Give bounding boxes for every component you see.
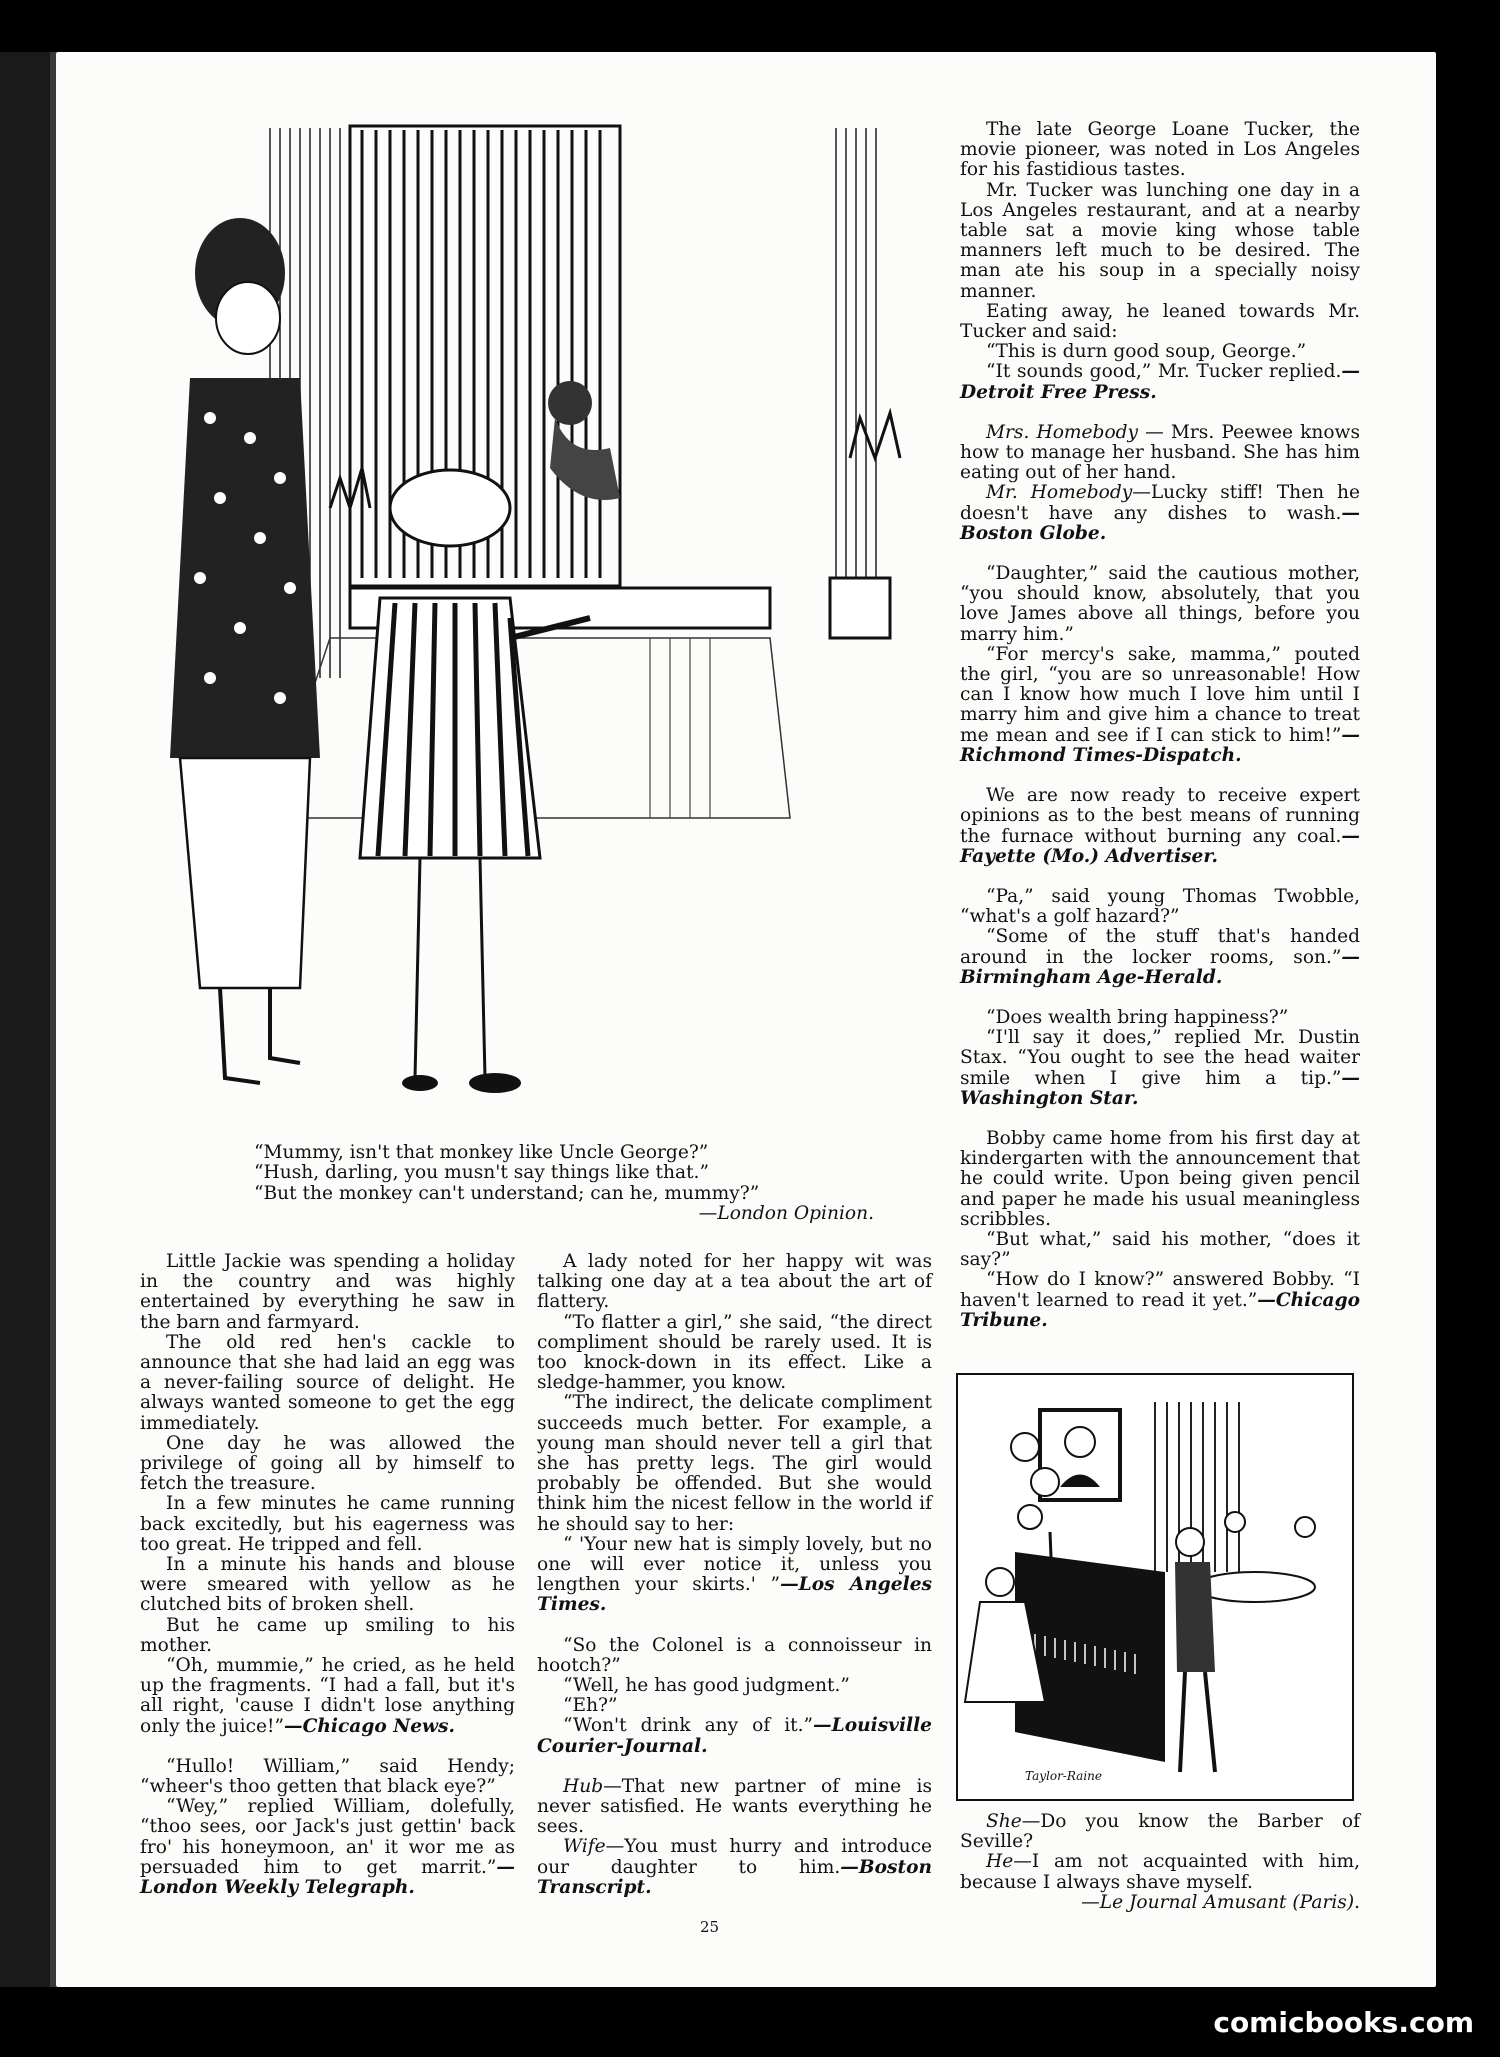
- furnace-source: —Fayette (Mo.) Advertiser.: [960, 825, 1360, 867]
- colonel-line: “So the Colonel is a connoisseur in hootch?”: [537, 1634, 932, 1676]
- bottom-illustration-caption: [960, 1812, 1360, 1913]
- flattery-paragraph: “The indirect, the delicate compliment succeeds much better. For example, a young man should never tell a girl that she has pretty legs. The girl would probably be offended. But she would think him the nicest fellow in the world if he should say to her:: [537, 1392, 932, 1535]
- homebody2-text: —Lucky stiff! Then he doesn't have any dishes to wash.: [960, 482, 1360, 524]
- flattery-quote: “ 'Your new hat is simply lovely, but no one will ever notice it, unless you lengthen your skirts.' ”: [537, 1533, 932, 1596]
- jackie-paragraph: Little Jackie was spending a holiday in the country and was highly entertained by everything he saw in the barn and farmyard.: [140, 1251, 515, 1333]
- bobby-paragraph: Bobby came home from his first day at kindergarten with the announcement that he could write. Upon being given pencil and paper he made his usual meaningless scribbles.: [960, 1127, 1360, 1230]
- daughter-quote: “For mercy's sake, mamma,” pouted the girl, “you are so unreasonable! How can I know how much I love him until I marry him and give him a chance to treat me mean and see if I can stick to him!”: [960, 643, 1360, 746]
- monkey-cage-illustration: [150, 118, 910, 1138]
- bobby-source: —Chicago Tribune.: [960, 1289, 1360, 1331]
- jackie-paragraph: But he came up smiling to his mother.: [140, 1614, 515, 1656]
- bobby-quote: “How do I know?” answered Bobby. “I haven't learned to read it yet.”: [960, 1269, 1360, 1311]
- tucker-paragraph: “This is durn good soup, George.”: [986, 341, 1307, 363]
- hendy-paragraph: “Hullo! William,” said Hendy; “wheer's thoo getten that black eye?”: [140, 1755, 515, 1798]
- he-speaker: He: [986, 1851, 1014, 1873]
- tucker-quote: “It sounds good,” Mr. Tucker replied.: [986, 361, 1342, 383]
- tucker-paragraph: Eating away, he leaned towards Mr. Tucker and said:: [960, 300, 1360, 343]
- golf-paragraph: “Pa,” said young Thomas Twobble, “what's a golf hazard?”: [960, 885, 1360, 928]
- tucker-source: —Detroit Free Press.: [960, 361, 1360, 403]
- caption-line: “But the monkey can't understand; can he, mummy?”: [254, 1182, 760, 1204]
- furnace-text: We are now ready to receive expert opinions as to the best means of running the furnace without burning any coal.: [960, 785, 1360, 847]
- top-illustration-caption: [254, 1143, 874, 1225]
- hub-text: —That new partner of mine is never satisfied. He wants everything he sees.: [537, 1775, 932, 1838]
- wife-speaker: Wife: [563, 1836, 606, 1858]
- wealth-source: —Washington Star.: [960, 1067, 1360, 1109]
- daughter-source: —Richmond Times-Dispatch.: [960, 724, 1360, 766]
- hendy-source: —London Weekly Telegraph.: [140, 1856, 515, 1899]
- hub-speaker: Hub: [563, 1775, 604, 1797]
- homebody1-text: — Mrs. Peewee knows how to manage her husband. She has him eating out of her hand.: [960, 421, 1360, 484]
- daughter-paragraph: “Daughter,” said the cautious mother, “you should know, absolutely, that you love James above all things, before you marry him.”: [960, 563, 1360, 645]
- caption-source: —London Opinion.: [698, 1203, 874, 1225]
- wealth-paragraph: “Does wealth bring happiness?”: [986, 1006, 1289, 1028]
- colonel-line: “Eh?”: [563, 1695, 618, 1717]
- wealth-quote: “I'll say it does,” replied Mr. Dustin Stax. “You ought to see the head waiter smile when I give him a tip.”: [960, 1027, 1360, 1089]
- colonel-quote: “Won't drink any of it.”: [563, 1715, 814, 1737]
- caption-line: “Mummy, isn't that monkey like Uncle George?”: [254, 1142, 709, 1163]
- flattery-paragraph: “To flatter a girl,” she said, “the direct compliment should be rarely used. It is too knock-down in its effect. Like a sledge-hammer, you know.: [537, 1311, 932, 1394]
- jackie-paragraph: In a few minutes he came running back excitedly, but his eagerness was too great. He tripped and fell.: [140, 1493, 515, 1555]
- homebody2-speaker: Mr. Homebody: [986, 482, 1133, 504]
- hendy-paragraph-last: [140, 1797, 515, 1898]
- right-column: [960, 120, 1360, 1331]
- bottom-caption-source: —Le Journal Amusant (Paris).: [1081, 1891, 1360, 1913]
- jackie-quote: “Oh, mummie,” he cried, as he held up the fragments. “I had a fall, but it's all right, 'cause I didn't lose anything only the juice!”: [140, 1655, 515, 1737]
- jackie-paragraph-last: [140, 1656, 515, 1737]
- hendy-quote: “Wey,” replied William, dolefully, “thoo sees, oor Jack's just gettin' back fro' his honeymoon, an' it wor me as persuaded him to get marrit.”: [140, 1796, 515, 1878]
- he-text: —I am not acquainted with him, because I always shave myself.: [960, 1851, 1360, 1893]
- piano-barber-illustration: [955, 1372, 1355, 1802]
- colonel-source: —Louisville Courier-Journal.: [537, 1715, 932, 1757]
- page-number: 25: [700, 1918, 720, 1936]
- caption-line: “Hush, darling, you musn't say things like that.”: [254, 1162, 709, 1184]
- bobby-paragraph: “But what,” said his mother, “does it say?”: [960, 1228, 1360, 1271]
- golf-quote: “Some of the stuff that's handed around in the locker rooms, son.”: [960, 926, 1360, 968]
- homebody1-speaker: Mrs. Homebody: [986, 421, 1139, 443]
- jackie-paragraph: The old red hen's cackle to announce that she had laid an egg was a never-failing source of delight. He always wanted someone to get the egg immediately.: [140, 1331, 515, 1434]
- illustration-signature: Taylor-Raine: [1025, 1769, 1102, 1783]
- hub-source: —Boston Transcript.: [537, 1856, 932, 1898]
- left-column: [140, 1252, 515, 1898]
- flattery-source: —Los Angeles Times.: [537, 1574, 933, 1616]
- homebody-source: —Boston Globe.: [960, 502, 1360, 544]
- colonel-line: “Well, he has good judgment.”: [563, 1675, 850, 1697]
- she-text: —Do you know the Barber of Seville?: [960, 1811, 1360, 1853]
- middle-column: [537, 1252, 932, 1898]
- tucker-paragraph: Mr. Tucker was lunching one day in a Los Angeles restaurant, and at a nearby table sat a movie king whose table manners left much to be desired. The man ate his soup in a specially noisy manner.: [960, 179, 1360, 302]
- binding-gutter: [0, 52, 56, 1987]
- jackie-paragraph: One day he was allowed the privilege of going all by himself to fetch the treasure.: [140, 1432, 515, 1495]
- wife-text: —You must hurry and introduce our daughter to him.: [537, 1836, 932, 1878]
- watermark-logo: comicbooks.com: [1213, 2006, 1474, 2039]
- tucker-paragraph: The late George Loane Tucker, the movie pioneer, was noted in Los Angeles for his fastidious tastes.: [960, 119, 1360, 181]
- she-speaker: She: [986, 1811, 1022, 1832]
- golf-source: —Birmingham Age-Herald.: [960, 946, 1360, 988]
- jackie-paragraph: In a minute his hands and blouse were smeared with yellow as he clutched bits of broken shell.: [140, 1554, 515, 1616]
- jackie-source: —Chicago News.: [283, 1715, 455, 1737]
- flattery-paragraph: A lady noted for her happy wit was talking one day at a tea about the art of flattery.: [537, 1251, 932, 1313]
